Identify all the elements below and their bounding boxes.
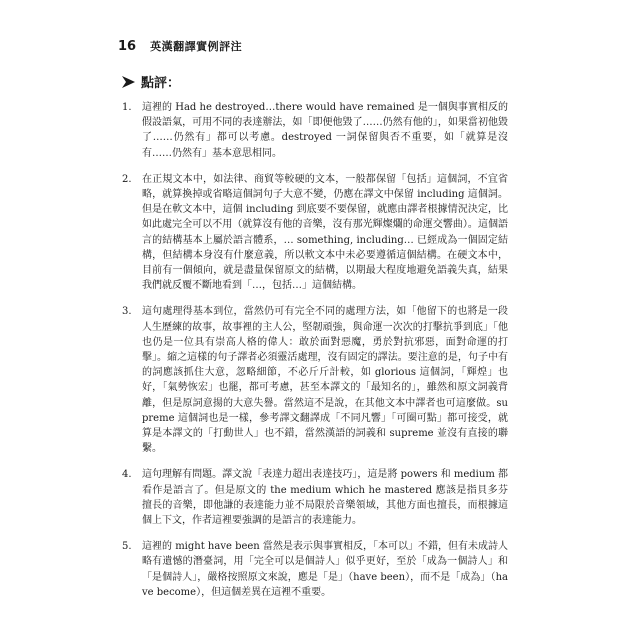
note-text: 這句處理得基本到位，當然仍可有完全不同的處理方法，如「他留下的也將是一段人生歷練的故事，故事裡的主人公，堅韌頑強，與命運一次次的打擊抗爭到底」「他也仍是一位具有崇高人格的偉人：敢於面對惡魔，勇於對抗邪惡，面對命運的打擊」。縮之這樣的句子譯者必須靈活處理，沒有固定的譯法。要注意的是，句子中有的詞應該抓住大意，忽略細節，不必斤斤計較，如 glorious 這個詞，「輝煌」也好，「氣勢恢宏」也罷，都可考慮，甚至本譯文的「最知名的」，雖然和原文詞義背離，但是原詞意揚的大意失譽。當然這不是說，在其他文本中譯者也可這麼做。supreme 這個詞也是一樣，參考譯文翻譯成「不同凡響」「可圈可點」都可接受，就算是本譯文的「打動世人」也不錯，當然漢語的詞義和 supreme 並沒有直接的聯繫。	[142, 306, 508, 455]
section-heading-text: 點評：	[141, 76, 181, 91]
right-arrowhead-icon	[122, 76, 135, 88]
page-header	[118, 38, 242, 54]
note-text: 這裡的 might have been 當然是表示與事實相反，「本可以」不錯，但有未成詩人略有遺憾的潛臺詞，用「完全可以是個詩人」似乎更好，至於「成為一個詩人」和「是個詩人」，嚴格按照原文來說，應是「是」（have been），而不是「成為」（have become），但這個差異在這裡不重要。	[142, 541, 508, 598]
commentary-item	[120, 467, 508, 528]
note-number: 3.	[122, 306, 132, 318]
note-number: 1.	[122, 102, 132, 113]
note-number: 2.	[122, 173, 132, 185]
commentary-list	[120, 100, 508, 611]
page-number: 16	[118, 39, 137, 54]
note-text: 在正規文本中，如法律、商貿等較硬的文本，一般都保留「包括」這個詞，不宜省略，就算換掉或省略這個詞句子大意不變，仍應在譯文中保留 including 這個詞。但是在軟文本中，這個 including 到底要不要保留，就應由譯者根據情況決定，比如此處完全可以不用（就算沒有他的音樂，沒有那光輝燦爛的命運交響曲）。這個語言的結構基本上屬於語言體系，… something, including… 已經成為一個固定結構，但結構本身沒有什麼意義，所以軟文本中未必要遵循這個結構。在硬文本中，目前有一個傾向，就是盡量保留原文的結構，以期最大程度地避免語義失真，結果我們就反覆不斷地看到「…，包括…」這個結構。	[142, 173, 508, 292]
commentary-item	[120, 172, 508, 294]
commentary-item	[120, 539, 508, 600]
section-heading	[122, 72, 180, 91]
note-text: 這句理解有問題。譯文說「表達力超出表達技巧」，這是將 powers 和 medium 都看作是語言了。但是原文的 the medium which he mastered 應該是指貝多芬擅長的音樂，即他謙的表達能力並不局限於音樂領域，其他方面也擅長，而根據這個上下文，作者這裡要強調的是語言的表達能力。	[142, 469, 508, 527]
commentary-item	[120, 304, 508, 456]
note-number: 4.	[122, 469, 132, 481]
commentary-item	[120, 100, 508, 161]
note-number: 5.	[122, 541, 132, 553]
running-title: 英漢翻譯實例評注	[150, 40, 243, 53]
note-text: 這裡的 Had he destroyed…there would have remained 是一個與事實相反的假設語氣，可用不同的表達辦法，如「即便他毀了……仍然有他的」，如果當初他毀了……仍然有」都可以考慮。destroyed 一詞保留與否不重要，如「就算是沒有……仍然有」基本意思相同。	[142, 102, 508, 159]
